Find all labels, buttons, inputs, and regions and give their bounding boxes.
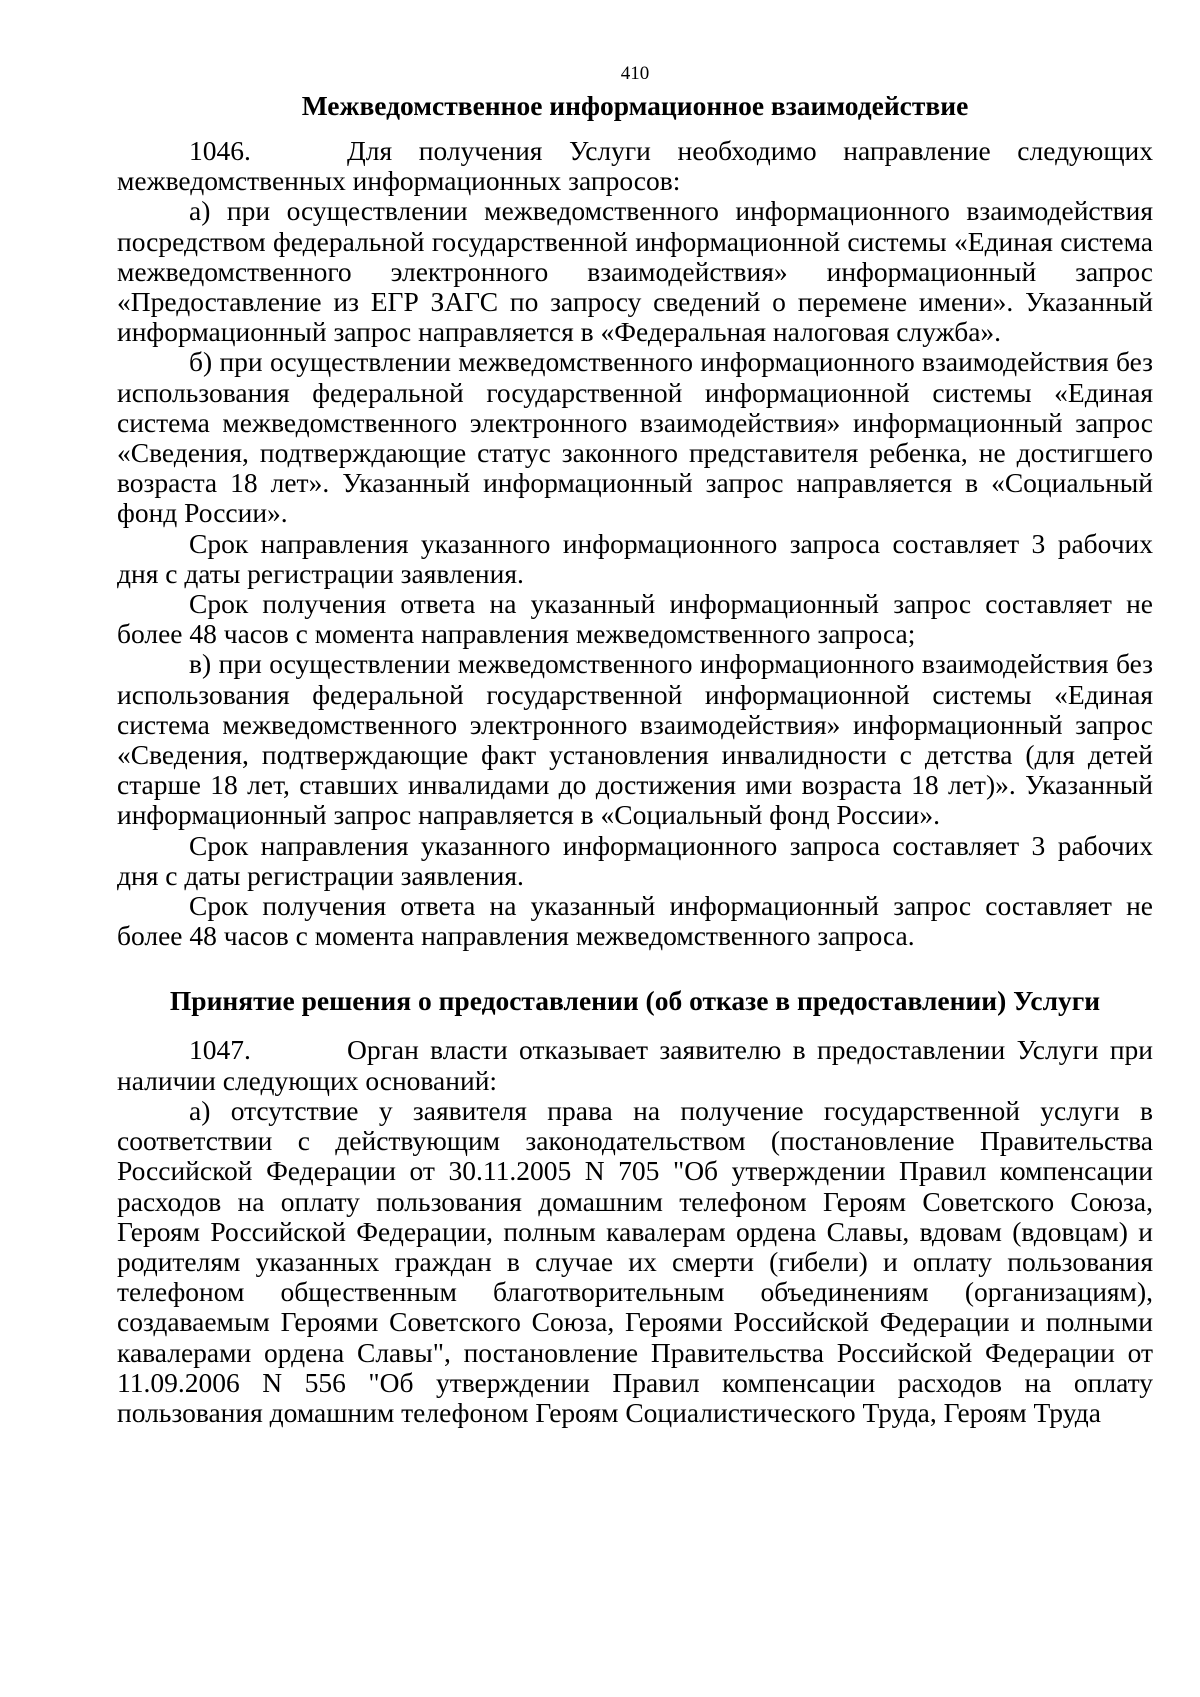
paragraph-1046-v-term-response: Срок получения ответа на указанный информационный запрос составляет не более 48 часов с момента направления межведомственного запроса. [117,890,1153,952]
paragraph-1046-b-term-response: Срок получения ответа на указанный информационный запрос составляет не более 48 часов с момента направления межведомственного запроса; [117,588,1153,650]
paragraph-1046-v-term-send: Срок направления указанного информационного запроса составляет 3 рабочих дня с даты регистрации заявления. [117,829,1153,891]
paragraph-1046-b-term-send: Срок направления указанного информационного запроса составляет 3 рабочих дня с даты регистрации заявления. [117,527,1153,589]
paragraph-1046-a: а) при осуществлении межведомственного информационного взаимодействия посредством федеральной государственной информационной системы «Единая система межведомственного электронного взаимодействия» информационный запрос «Предоставление из ЕГР ЗАГС по запросу сведений о перемене имени». Указанный информационный запрос направляется в «Федеральная налоговая служба». [117,195,1153,348]
paragraph-1046-b: б) при осуществлении межведомственного информационного взаимодействия без использования федеральной государственной информационной системы «Единая система межведомственного электронного взаимодействия» информационный запрос «Сведения, подтверждающие статус законного представителя ребенка, не достигшего возраста 18 лет». Указанный информационный запрос направляется в «Социальный фонд России». [117,346,1153,529]
item-1047-intro-text: Орган власти отказывает заявителю в предоставлении Услуги при наличии следующих оснований: [117,1034,1153,1096]
page-number: 410 [620,63,650,84]
section-heading-interagency: Межведомственное информационное взаимодействие [301,90,969,121]
item-number-1046: 1046. [189,135,251,166]
paragraph-1047-a: а) отсутствие у заявителя права на получение государственной услуги в соответствии с действующим законодательством (постановление Правительства Российской Федерации от 30.11.2005 N 705 "Об утверждении Правил компенсации расходов на оплату пользования домашним телефоном Героям Советского Союза, Героям Российской Федерации, полным кавалерам ордена Славы, вдовам (вдовцам) и родителям указанных граждан в случае их смерти (гибели) и оплату пользования телефоном общественным благотворительным объединениям (организациям), создаваемым Героями Советского Союза, Героями Российской Федерации и полными кавалерами ордена Славы", постановление Правительства Российской Федерации от 11.09.2006 N 556 "Об утверждении Правил компенсации расходов на оплату пользования домашним телефоном Героям Социалистического Труда, Героям Труда [117,1094,1153,1428]
item-1046-intro [117,136,1153,196]
paragraph-1046-v: в) при осуществлении межведомственного информационного взаимодействия без использования федеральной государственной информационной системы «Единая система межведомственного электронного взаимодействия» информационный запрос «Сведения, подтверждающие факт установления инвалидности с детства (для детей старше 18 лет, ставших инвалидами до достижения ими возраста 18 лет)». Указанный информационный запрос направляется в «Социальный фонд России». [117,648,1153,831]
document-page [117,62,1153,1428]
item-1047-intro [117,1035,1153,1095]
item-1046-intro-text: Для получения Услуги необходимо направление следующих межведомственных информационных запросов: [117,135,1153,197]
section-heading-decision: Принятие решения о предоставлении (об отказе в предоставлении) Услуги [169,985,1101,1017]
item-number-1047: 1047. [189,1034,251,1066]
